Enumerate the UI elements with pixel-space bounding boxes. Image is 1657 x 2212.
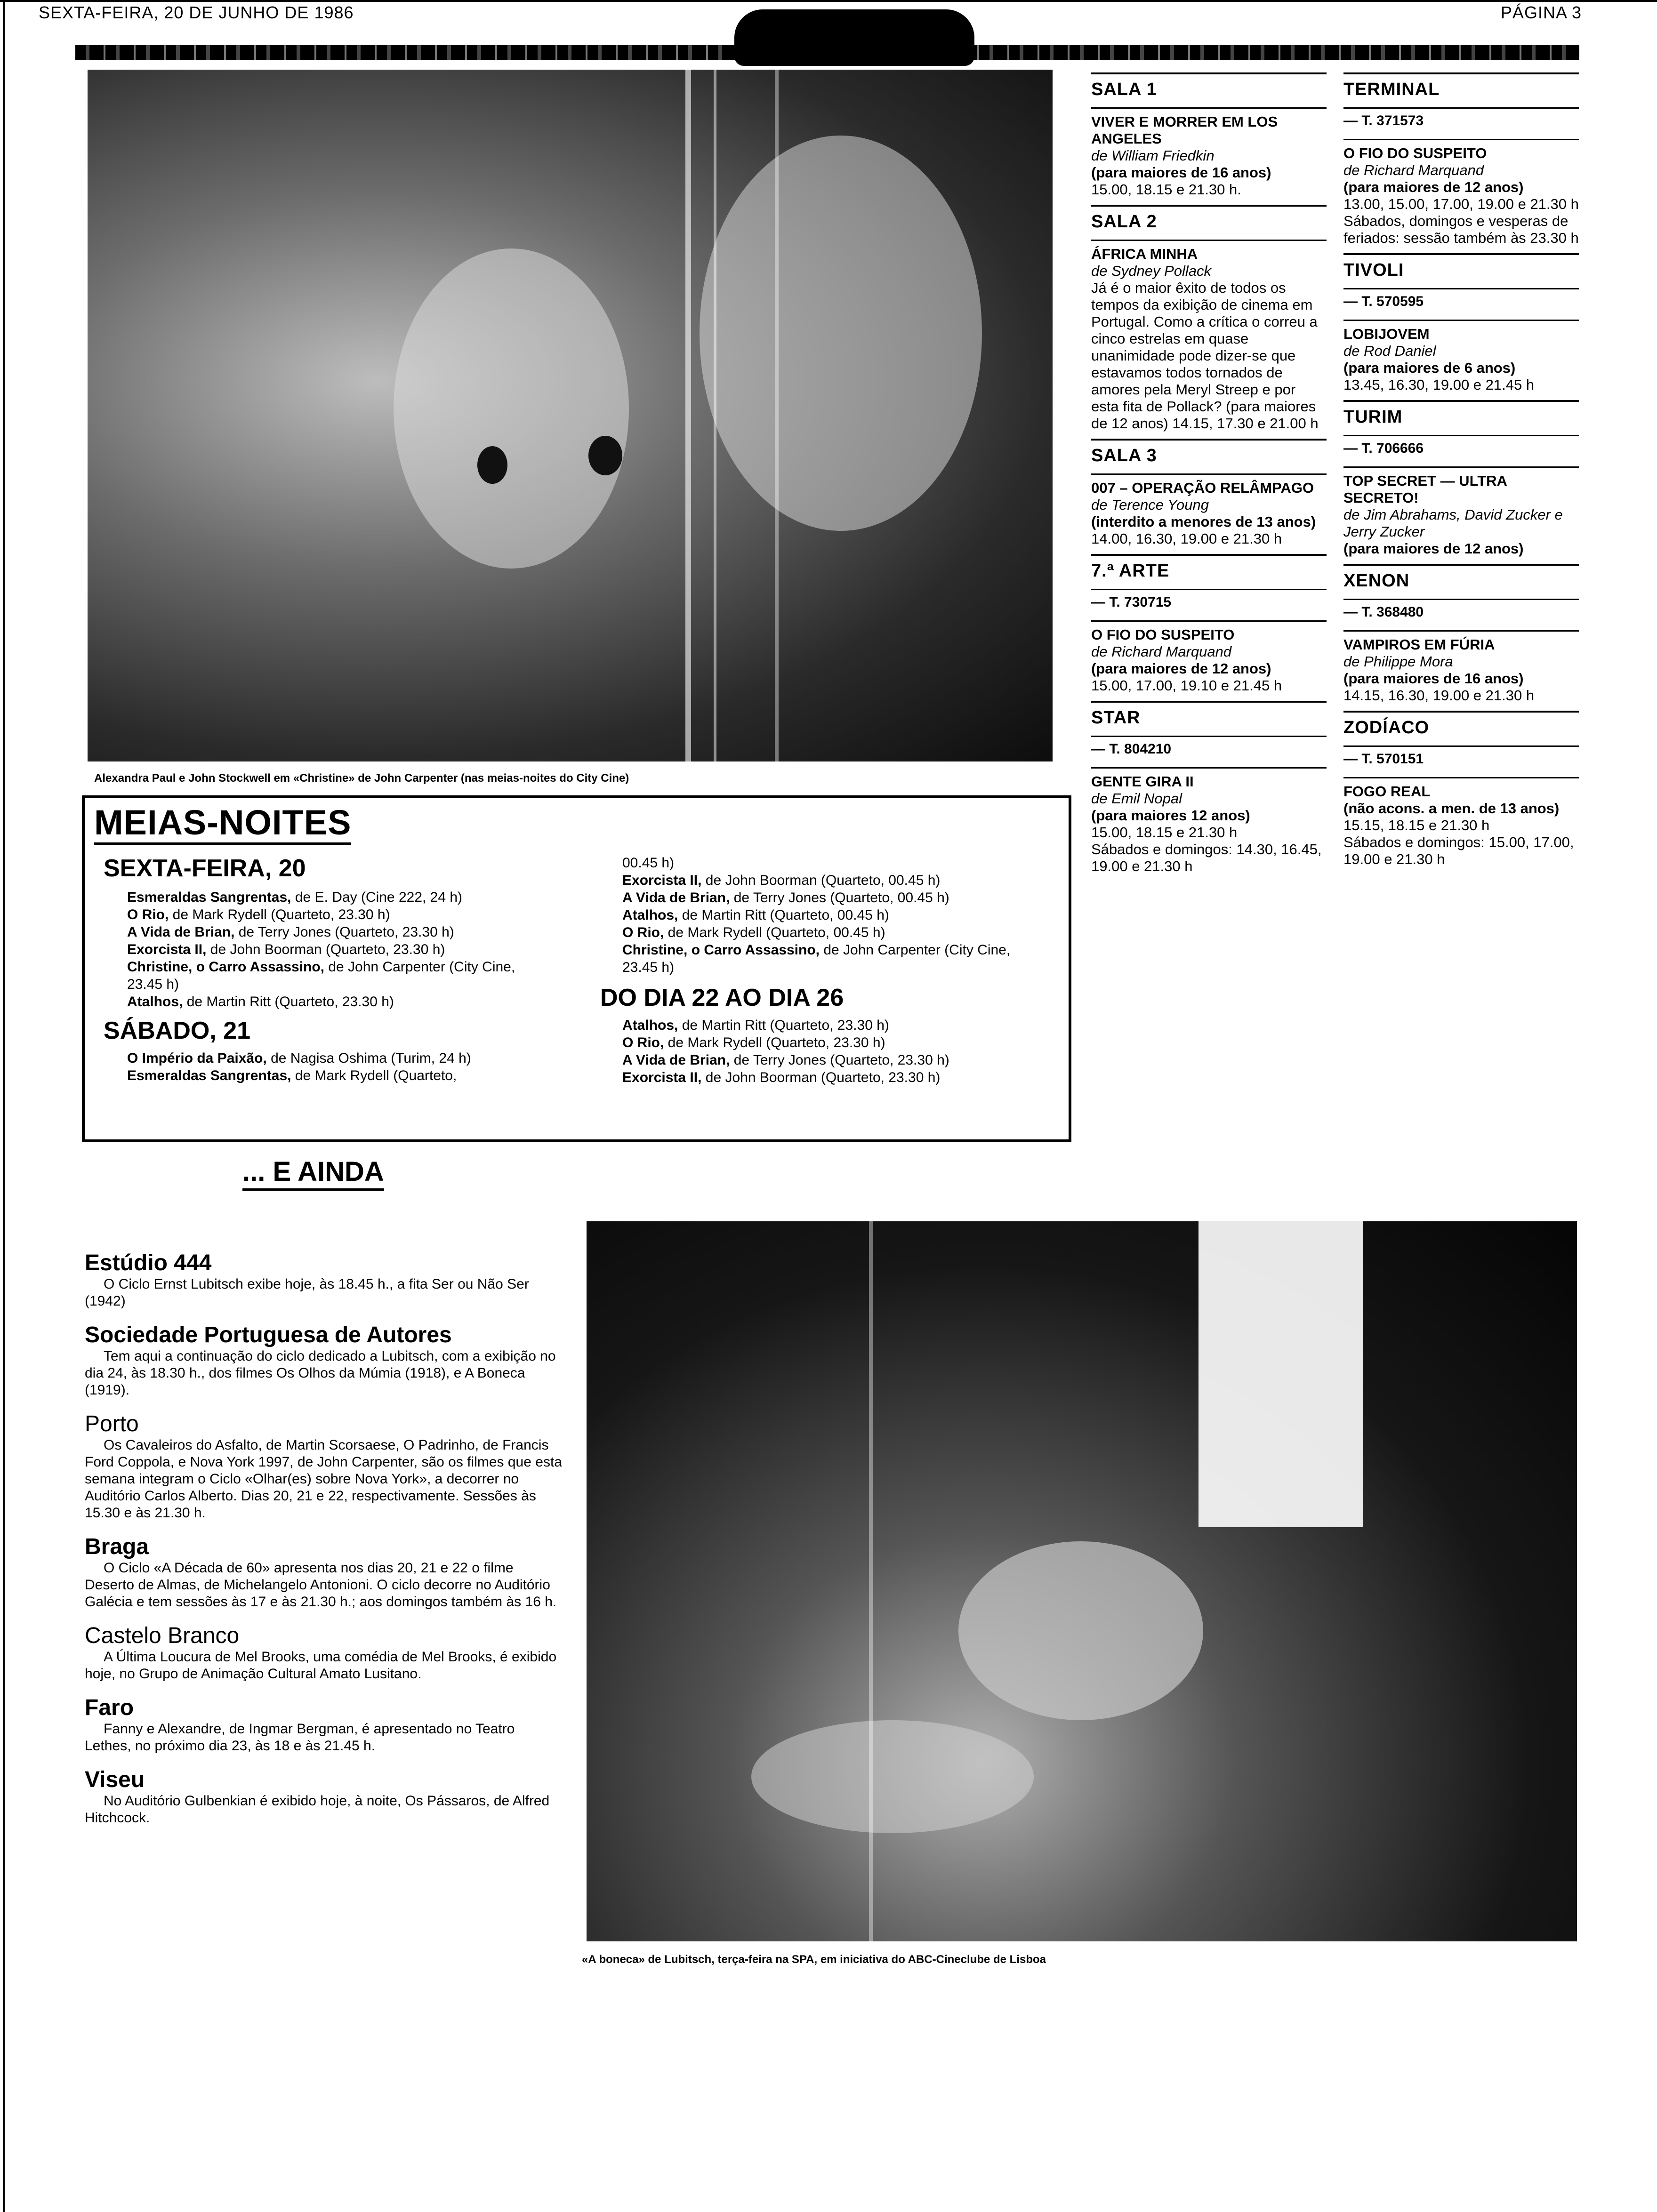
screening-details: de John Carpenter (City Cine, 23.45 h) <box>127 959 515 992</box>
photo2-figures <box>587 1221 1577 1941</box>
screening-item <box>127 958 541 993</box>
cinema-name: ZODÍACO <box>1343 711 1579 736</box>
screening-title: O Rio, <box>127 907 169 922</box>
meias-noites-title: MEIAS-NOITES <box>94 803 351 845</box>
event-description: Os Cavaleiros do Asfalto, de Martin Scorsaese, O Padrinho, de Francis Ford Coppola, e Nova York 1997, de John Carpenter, são os filmes que esta semana integram o Ciclo «Olhar(es) sobre Nova York», a decorrer no Auditório Carlos Alberto. Dias 20, 21 e 22, respectivamente. Sessões às 15.30 e às 21.30 h. <box>85 1437 562 1521</box>
cinema-name: STAR <box>1091 701 1327 726</box>
cinema-name: SALA 2 <box>1091 205 1327 230</box>
screening-details: de Terry Jones (Quarteto, 23.30 h) <box>730 1052 949 1068</box>
cinema-name: SALA 3 <box>1091 439 1327 464</box>
film-title: O FIO DO SUSPEITO <box>1091 626 1235 643</box>
screening-title: Exorcista II, <box>622 1070 702 1085</box>
screening-details: de Mark Rydell (Quarteto, 23.30 h) <box>169 907 390 922</box>
screening-title: Esmeraldas Sangrentas, <box>127 890 291 905</box>
film-title: ÁFRICA MINHA <box>1091 246 1198 262</box>
screening-title: A Vida de Brian, <box>127 924 235 940</box>
screening-title: Christine, o Carro Assassino, <box>127 959 325 975</box>
film-rating: (para maiores de 16 anos) <box>1091 164 1271 181</box>
photo-figures <box>88 70 1053 761</box>
film-title: 007 – OPERAÇÃO RELÂMPAGO <box>1091 480 1314 496</box>
film-times: 13.45, 16.30, 19.00 e 21.45 h <box>1343 377 1535 393</box>
cinema-phone: — T. 368480 <box>1343 599 1579 621</box>
screening-details: de John Carpenter (City Cine, 23.45 h) <box>622 942 1011 975</box>
film-entry <box>1091 107 1327 198</box>
cinema-column-2 <box>1343 66 1579 868</box>
cinema-phone: — T. 570595 <box>1343 288 1579 310</box>
screening-item <box>622 872 1046 889</box>
film-title: O FIO DO SUSPEITO <box>1343 145 1487 161</box>
event-description: No Auditório Gulbenkian é exibido hoje, à noite, Os Pássaros, de Alfred Hitchcock. <box>85 1793 550 1826</box>
cinema-name: TERMINAL <box>1343 72 1579 98</box>
day2-list <box>127 1050 541 1084</box>
film-director: de Terence Young <box>1091 497 1209 513</box>
film-title: VIVER E MORRER EM LOS ANGELES <box>1091 113 1278 147</box>
day3-list <box>622 1017 1046 1086</box>
cinema-phone: — T. 371573 <box>1343 107 1579 129</box>
day2-heading: SÁBADO, 21 <box>104 1017 251 1044</box>
event-venue: Faro <box>85 1695 134 1720</box>
film-rating: (para maiores 12 anos) <box>1091 807 1250 824</box>
cinema-name: TIVOLI <box>1343 253 1579 279</box>
film-title: FOGO REAL <box>1343 783 1431 800</box>
header-date: SEXTA-FEIRA, 20 DE JUNHO DE 1986 <box>39 3 354 22</box>
screening-details: de Mark Rydell (Quarteto, 23.30 h) <box>664 1035 885 1050</box>
cinema-column-1 <box>1091 66 1327 875</box>
film-director: de Philippe Mora <box>1343 653 1453 670</box>
film-times: 13.00, 15.00, 17.00, 19.00 e 21.30 h <box>1343 196 1579 212</box>
film-notes: Sábados, domingos e vesperas de feriados: sessão também às 23.30 h <box>1343 213 1579 246</box>
screening-details: de Mark Rydell (Quarteto, 00.45 h) <box>664 925 885 940</box>
screening-item <box>127 889 541 906</box>
screening-item <box>622 906 1046 924</box>
film-director: de Emil Nopal <box>1091 790 1182 807</box>
cinema-phone: — T. 706666 <box>1343 435 1579 457</box>
event-venue: Braga <box>85 1534 149 1559</box>
film-title: GENTE GIRA II <box>1091 773 1194 790</box>
film-times: 15.00, 17.00, 19.10 e 21.45 h <box>1091 677 1282 694</box>
film-times: 14.15, 16.30, 19.00 e 21.30 h <box>1343 687 1535 704</box>
top-border <box>0 0 1657 2</box>
screening-item <box>127 1067 541 1084</box>
screening-title: Atalhos, <box>622 907 678 923</box>
screening-item <box>127 923 541 941</box>
cinema-phone: — T. 570151 <box>1343 745 1579 768</box>
screening-title: O Império da Paixão, <box>127 1050 267 1066</box>
screening-details: de Terry Jones (Quarteto, 00.45 h) <box>730 890 949 906</box>
screening-title: A Vida de Brian, <box>622 1052 730 1068</box>
cinema-name: SALA 1 <box>1091 72 1327 98</box>
film-times: 15.15, 18.15 e 21.30 h <box>1343 817 1490 834</box>
event-description: A Última Loucura de Mel Brooks, uma comédia de Mel Brooks, é exibido hoje, no Grupo de Animação Cultural Amato Lusitano. <box>85 1649 557 1682</box>
film-director: de Jim Abrahams, David Zucker e Jerry Zucker <box>1343 506 1563 540</box>
event-description: O Ciclo «A Década de 60» apresenta nos dias 20, 21 e 22 o filme Deserto de Almas, de Michelangelo Antonioni. O ciclo decorre no Auditório Galécia e tem sessões às 17 e às 21.30 h.; aos domingos também às 16 h. <box>85 1560 557 1610</box>
event-description: Tem aqui a continuação do ciclo dedicado a Lubitsch, com a exibição no dia 24, às 18.30 h., dos filmes Os Olhos da Múmia (1918), e A Boneca (1919). <box>85 1348 556 1398</box>
film-title: LOBIJOVEM <box>1343 326 1430 342</box>
event-venue: Sociedade Portuguesa de Autores <box>85 1322 452 1347</box>
film-rating: (para maiores de 16 anos) <box>1343 670 1524 687</box>
ainda-title: ... E AINDA <box>242 1155 384 1191</box>
screening-details: de John Boorman (Quarteto, 23.30 h) <box>701 1070 941 1085</box>
screening-details: de Nagisa Oshima (Turim, 24 h) <box>266 1050 471 1066</box>
film-director: de Richard Marquand <box>1091 643 1232 660</box>
screening-details: de John Boorman (Quarteto, 23.30 h) <box>206 942 445 957</box>
event-venue: Porto <box>85 1411 139 1436</box>
event-description: Fanny e Alexandre, de Ingmar Bergman, é apresentado no Teatro Lethes, no próximo dia 23, às 18 e às 21.45 h. <box>85 1721 515 1754</box>
film-entry <box>1343 139 1579 247</box>
screening-details: de Mark Rydell (Quarteto, <box>291 1068 457 1083</box>
screening-details: de Terry Jones (Quarteto, 23.30 h) <box>234 924 454 940</box>
screening-details: de Martin Ritt (Quarteto, 23.30 h) <box>183 994 394 1010</box>
film-times: 14.00, 16.30, 19.00 e 21.30 h <box>1091 530 1282 547</box>
ainda-events <box>85 1238 565 1827</box>
photo1-caption: Alexandra Paul e John Stockwell em «Christine» de John Carpenter (nas meias-noites do City Cine) <box>94 772 629 785</box>
screening-item <box>127 906 541 923</box>
film-entry <box>1343 466 1579 557</box>
col2-list <box>622 854 1046 976</box>
screening-item <box>622 1069 1046 1086</box>
film-times: 15.00, 18.15 e 21.30 h <box>1091 824 1238 841</box>
screening-title: O Rio, <box>622 1035 664 1050</box>
screening-title: A Vida de Brian, <box>622 890 730 906</box>
film-notes: Já é o maior êxito de todos os tempos da exibição de cinema em Portugal. Como a crítica o correu a cinco estrelas em quase unanimidade pode dizer-se que estavamos todos tornados de amores pela Meryl Streep e por esta fita de Pollack? (para maiores de 12 anos) 14.15, 17.30 e 21.00 h <box>1091 280 1319 432</box>
cinema-phone: — T. 804210 <box>1091 736 1327 758</box>
film-entry <box>1091 620 1327 694</box>
photo2-caption: «A boneca» de Lubitsch, terça-feira na SPA, em iniciativa do ABC-Cineclube de Lisboa <box>582 1953 1046 1966</box>
screening-item <box>622 1051 1046 1069</box>
film-director: de Sydney Pollack <box>1091 263 1212 279</box>
cinema-phone: — T. 730715 <box>1091 589 1327 611</box>
screening-title: Exorcista II, <box>127 942 207 957</box>
screening-item <box>127 941 541 958</box>
screening-title: Christine, o Carro Assassino, <box>622 942 820 958</box>
screening-details: de Martin Ritt (Quarteto, 00.45 h) <box>678 907 889 923</box>
left-edge <box>3 0 5 2212</box>
day3-heading: DO DIA 22 AO DIA 26 <box>600 984 844 1011</box>
film-title: VAMPIROS EM FÚRIA <box>1343 636 1495 653</box>
screening-title: Esmeraldas Sangrentas, <box>127 1068 291 1083</box>
screening-item <box>622 1017 1046 1034</box>
film-rating: (para maiores de 6 anos) <box>1343 360 1516 376</box>
film-rating: (interdito a menores de 13 anos) <box>1091 513 1316 530</box>
event-venue: Castelo Branco <box>85 1623 240 1648</box>
screening-item <box>622 1034 1046 1051</box>
screening-details: de Martin Ritt (Quarteto, 23.30 h) <box>678 1018 889 1033</box>
cinema-name: 7.ª ARTE <box>1091 554 1327 579</box>
film-rating: (para maiores de 12 anos) <box>1343 179 1524 195</box>
film-times: 15.00, 18.15 e 21.30 h. <box>1091 181 1241 198</box>
screening-item <box>127 993 541 1010</box>
film-rating: (para maiores de 12 anos) <box>1343 540 1524 557</box>
screening-item <box>622 854 1046 872</box>
screening-item <box>622 924 1046 941</box>
event-description: O Ciclo Ernst Lubitsch exibe hoje, às 18.45 h., a fita Ser ou Não Ser (1942) <box>85 1276 529 1309</box>
cinema-name: XENON <box>1343 564 1579 589</box>
screening-item <box>622 889 1046 906</box>
film-entry <box>1343 777 1579 868</box>
film-notes: Sábados e domingos: 15.00, 17.00, 19.00 e 21.30 h <box>1343 834 1574 867</box>
film-notes: Sábados e domingos: 14.30, 16.45, 19.00 e 21.30 h <box>1091 841 1322 874</box>
film-director: de William Friedkin <box>1091 147 1215 164</box>
film-entry <box>1091 473 1327 547</box>
film-rating: (para maiores de 12 anos) <box>1091 660 1271 677</box>
film-entry <box>1343 630 1579 704</box>
day1-heading: SEXTA-FEIRA, 20 <box>104 855 306 882</box>
screening-item <box>622 941 1046 976</box>
cinema-name: TURIM <box>1343 400 1579 425</box>
screening-title: O Rio, <box>622 925 664 940</box>
event-venue: Viseu <box>85 1767 145 1792</box>
header-page: PÁGINA 3 <box>1500 3 1582 22</box>
film-director: de Rod Daniel <box>1343 343 1436 359</box>
film-entry <box>1343 320 1579 393</box>
screening-details: 00.45 h) <box>622 855 675 871</box>
film-rating: (não acons. a men. de 13 anos) <box>1343 800 1560 817</box>
screening-details: de E. Day (Cine 222, 24 h) <box>291 890 463 905</box>
masthead-logo <box>734 9 974 66</box>
boneca-photo <box>587 1221 1577 1941</box>
christine-photo <box>88 70 1053 761</box>
screening-title: Atalhos, <box>622 1018 678 1033</box>
film-title: TOP SECRET — ULTRA SECRETO! <box>1343 473 1507 506</box>
film-entry <box>1091 240 1327 432</box>
event-venue: Estúdio 444 <box>85 1250 212 1275</box>
film-director: de Richard Marquand <box>1343 162 1484 178</box>
screening-details: de John Boorman (Quarteto, 00.45 h) <box>701 873 941 888</box>
screening-title: Atalhos, <box>127 994 183 1010</box>
screening-item <box>127 1050 541 1067</box>
day1-list <box>127 889 541 1010</box>
screening-title: Exorcista II, <box>622 873 702 888</box>
film-entry <box>1091 767 1327 875</box>
